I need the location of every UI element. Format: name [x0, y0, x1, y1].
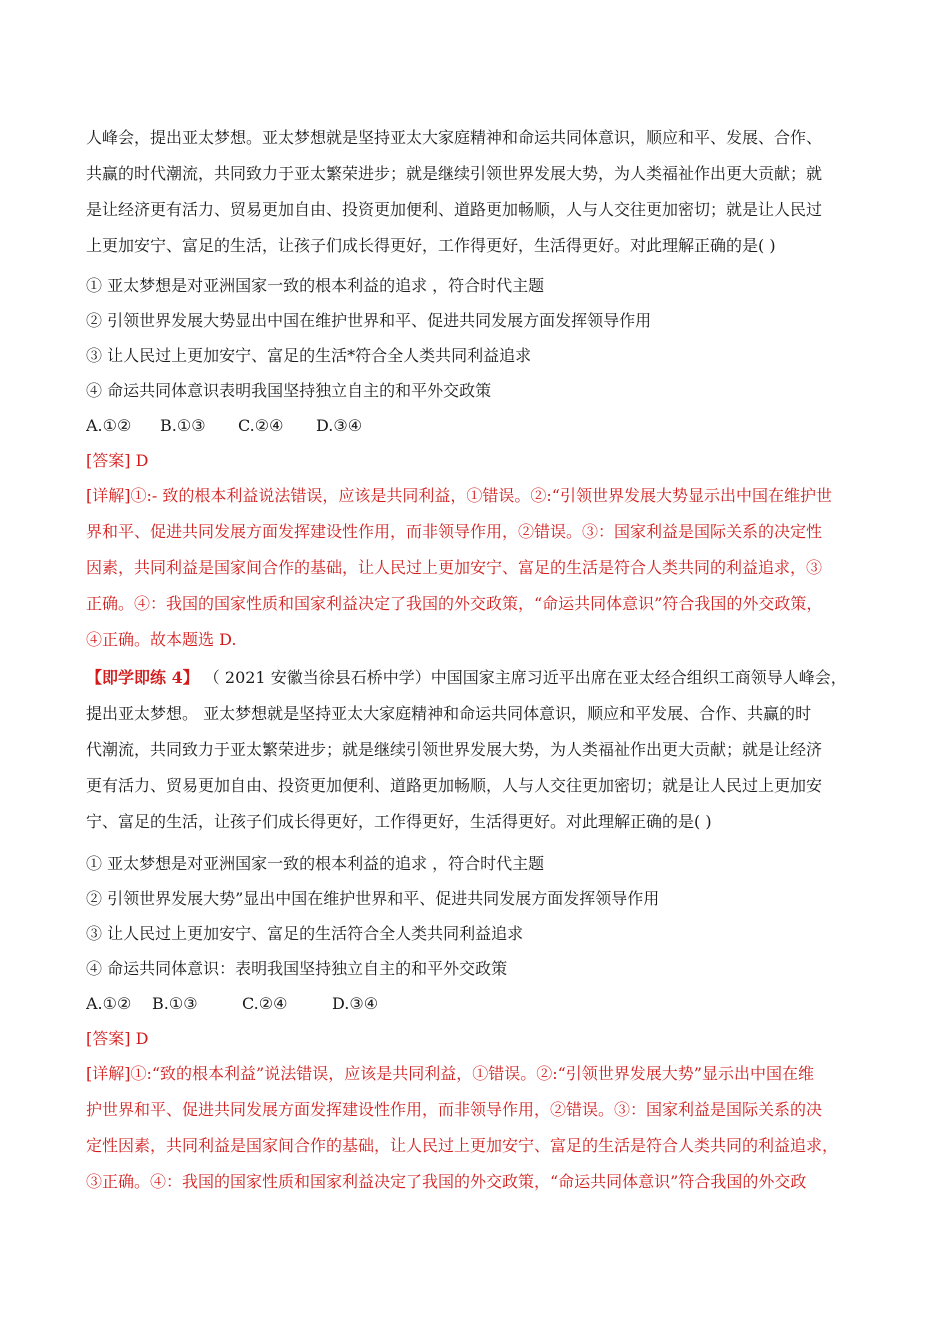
q3-explanation-line: [详解]①:- 致的根本利益说法错误，应该是共同利益，①错误。②:“引领世界发展大势显示出中国在维护世 — [86, 486, 832, 505]
question-3-options — [86, 268, 866, 408]
q3-stem-line: 是让经济更有活力、贸易更加自由、投资更加便利、道路更加畅顺，人与人交往更加密切；就是让人民过 — [86, 200, 823, 219]
q4-stem-line: 代潮流，共同致力于亚太繁荣进步；就是继续引领世界发展大势，为人类福祉作出更大贡献；就是让经济 — [86, 740, 823, 759]
q3-choice-d: D.③④ — [316, 416, 363, 435]
q3-explanation-line: 因素，共同利益是国家间合作的基础，让人民过上更加安宁、富足的生活是符合人类共同的利益追求，③ — [86, 558, 823, 577]
q4-stem-line: 宁、富足的生活，让孩子们成长得更好，工作得更好，生活得更好。对此理解正确的是( ) — [86, 812, 712, 831]
q3-option-4: ④ 命运共同体意识表明我国坚持独立自主的和平外交政策 — [86, 381, 492, 400]
q3-option-1: ① 亚太梦想是对亚洲国家一致的根本利益的追求 ，符合时代主题 — [86, 276, 545, 295]
q4-stem-line: 更有活力、贸易更加自由、投资更加便利、道路更加畅顺，人与人交往更加密切；就是让人民过上更加安 — [86, 776, 823, 795]
question-3-stem — [86, 120, 866, 264]
question-4-options — [86, 846, 866, 986]
q4-tag: 【即学即练 4】 — [86, 668, 199, 687]
q3-stem-line: 共赢的时代潮流，共同致力于亚太繁荣进步；就是继续引领世界发展大势，为人类福祉作出更大贡献；就 — [86, 164, 823, 183]
q4-stem-first-line — [86, 660, 866, 696]
q3-answer: [答案] D — [86, 451, 149, 470]
q3-explanation — [86, 478, 866, 658]
q4-choice-c: C.②④ — [242, 994, 288, 1013]
q4-option-3: ③ 让人民过上更加安宁、富足的生活符合全人类共同利益追求 — [86, 924, 524, 943]
q4-choice-b: B.①③ — [152, 994, 198, 1013]
q4-explanation-line: 护世界和平、促进共同发展方面发挥建设性作用，而非领导作用，②错误。③：国家利益是国际关系的决 — [86, 1100, 823, 1119]
question-4-choices — [86, 986, 866, 1022]
q4-option-1: ① 亚太梦想是对亚洲国家一致的根本利益的追求 ，符合时代主题 — [86, 854, 545, 873]
q4-explanation-line: 定性因素，共同利益是国家间合作的基础，让人民过上更加安宁、富足的生活是符合人类共同的利益追求， — [86, 1136, 839, 1155]
q4-explanation-line: ③正确。④：我国的国家性质和国家利益决定了我国的外交政策，“命运共同体意识”符合我国的外交政 — [86, 1172, 807, 1191]
q3-stem-line: 人峰会，提出亚太梦想。亚太梦想就是坚持亚太大家庭精神和命运共同体意识，顺应和平、发展、合作、 — [86, 128, 823, 147]
q3-explanation-line: 正确。④：我国的国家性质和国家利益决定了我国的外交政策，“命运共同体意识”符合我国的外交政策， — [86, 594, 823, 613]
q3-explanation-line: 界和平、促进共同发展方面发挥建设性作用，而非领导作用，②错误。③：国家利益是国际关系的决定性 — [86, 522, 823, 541]
q4-choice-d: D.③④ — [332, 994, 379, 1013]
q3-choice-c: C.②④ — [238, 416, 284, 435]
q3-choice-a: A.①② — [86, 416, 132, 435]
question-3-choices — [86, 408, 866, 444]
q4-option-4: ④ 命运共同体意识：表明我国坚持独立自主的和平外交政策 — [86, 959, 508, 978]
q4-choice-a: A.①② — [86, 994, 132, 1013]
q4-answer: [答案] D — [86, 1029, 149, 1048]
q4-explanation — [86, 1056, 866, 1200]
q3-option-2: ② 引领世界发展大势显出中国在维护世界和平、促进共同发展方面发挥领导作用 — [86, 311, 652, 330]
q4-stem-line: 提出亚太梦想。 亚太梦想就是坚持亚太大家庭精神和命运共同体意识，顺应和平发展、合作、共赢的时 — [86, 704, 812, 723]
q3-stem-line: 上更加安宁、富足的生活，让孩子们成长得更好，工作得更好，生活得更好。对此理解正确的是( ) — [86, 236, 776, 255]
q3-choice-b: B.①③ — [160, 416, 206, 435]
q4-option-2: ② 引领世界发展大势”显出中国在维护世界和平、促进共同发展方面发挥领导作用 — [86, 889, 660, 908]
question-4-stem — [86, 660, 866, 840]
q3-explanation-line: ④正确。故本题选 D. — [86, 630, 237, 649]
q3-option-3: ③ 让人民过上更加安宁、富足的生活*符合全人类共同利益追求 — [86, 346, 532, 365]
q4-stem-first-rest: （ 2021 安徽当徐县石桥中学）中国国家主席习近平出席在亚太经合组织工商领导人峰会， — [198, 668, 847, 687]
q4-explanation-line: [详解]①:“致的根本利益”说法错误，应该是共同利益，①错误。②:“引领世界发展大势”显示出中国在维 — [86, 1064, 814, 1083]
